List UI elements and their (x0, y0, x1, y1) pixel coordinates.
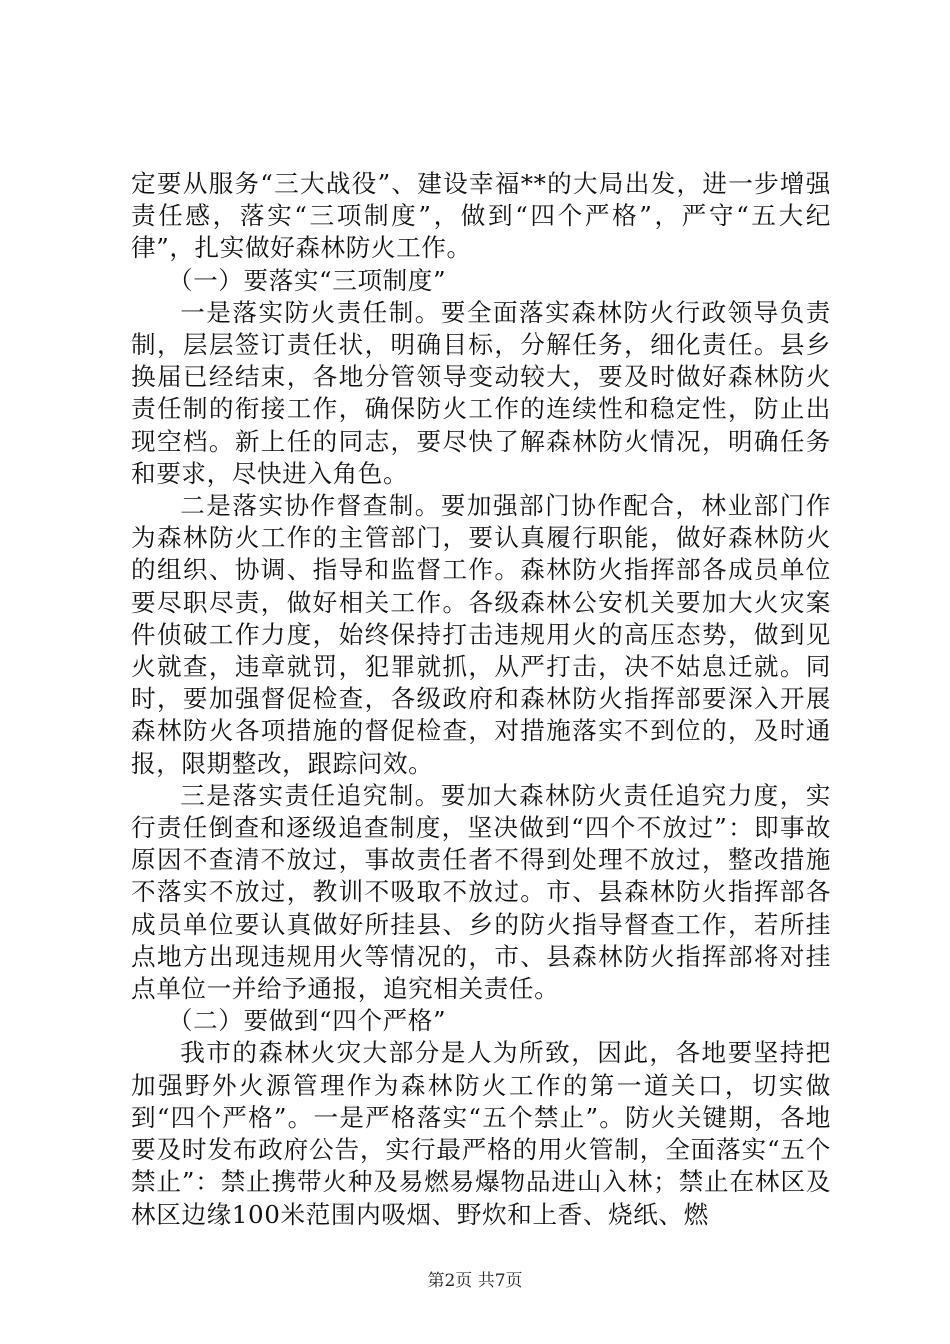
section-heading-four-strict: （二）要做到“四个严格” (167, 1006, 447, 1036)
document-body (131, 168, 831, 1231)
section-heading-three-systems: （一）要落实“三项制度” (167, 265, 447, 295)
paragraph-cooperation-inspection: 二是落实协作督查制。要加强部门协作配合，林业部门作为森林防火工作的主管部门，要认真履行职能，做好森林防火的组织、协调、指导和监督工作。森林防火指挥部各成员单位要尽职尽责，做好相关工作。各级森林公安机关要加大火灾案件侦破工作力度，始终保持打击违规用火的高压态势，做到见火就查，违章就罚，犯罪就抓，从严打击，决不姑息迁就。同时，要加强督促检查，各级政府和森林防火指挥部要深入开展森林防火各项措施的督促检查，对措施落实不到位的，及时通报，限期整改，跟踪问效。 (131, 491, 831, 778)
paragraph-continuation: 定要从服务“三大战役”、建设幸福**的大局出发，进一步增强责任感，落实“三项制度”，做到“四个严格”，严守“五大纪律”，扎实做好森林防火工作。 (131, 169, 831, 263)
page-number-footer: 第2页 共7页 (427, 1271, 523, 1291)
paragraph-accountability: 三是落实责任追究制。要加大森林防火责任追究力度，实行责任倒查和逐级追查制度，坚决做到“四个不放过”：即事故原因不查清不放过，事故责任者不得到处理不放过，整改措施不落实不放过，教训不吸取不放过。市、县森林防火指挥部各成员单位要认真做好所挂县、乡的防火指导督查工作，若所挂点地方出现违规用火等情况的，市、县森林防火指挥部将对挂点单位一并给予通报，追究相关责任。 (131, 780, 831, 1004)
paragraph-fire-source-management: 我市的森林火灾大部分是人为所致，因此，各地要坚持把加强野外火源管理作为森林防火工作的第一道关口，切实做到“四个严格”。一是严格落实“五个禁止”。防火关键期，各地要及时发布政府公告，实行最严格的用火管制，全面落实“五个禁止”：禁止携带火种及易燃易爆物品进山入林；禁止在林区及林区边缘100米范围内吸烟、野炊和上香、烧纸、燃 (131, 1038, 831, 1229)
paragraph-fire-responsibility: 一是落实防火责任制。要全面落实森林防火行政领导负责制，层层签订责任状，明确目标，分解任务，细化责任。县乡换届已经结束，各地分管领导变动较大，要及时做好森林防火责任制的衔接工作，确保防火工作的连续性和稳定性，防止出现空档。新上任的同志，要尽快了解森林防火情况，明确任务和要求，尽快进入角色。 (131, 297, 831, 488)
